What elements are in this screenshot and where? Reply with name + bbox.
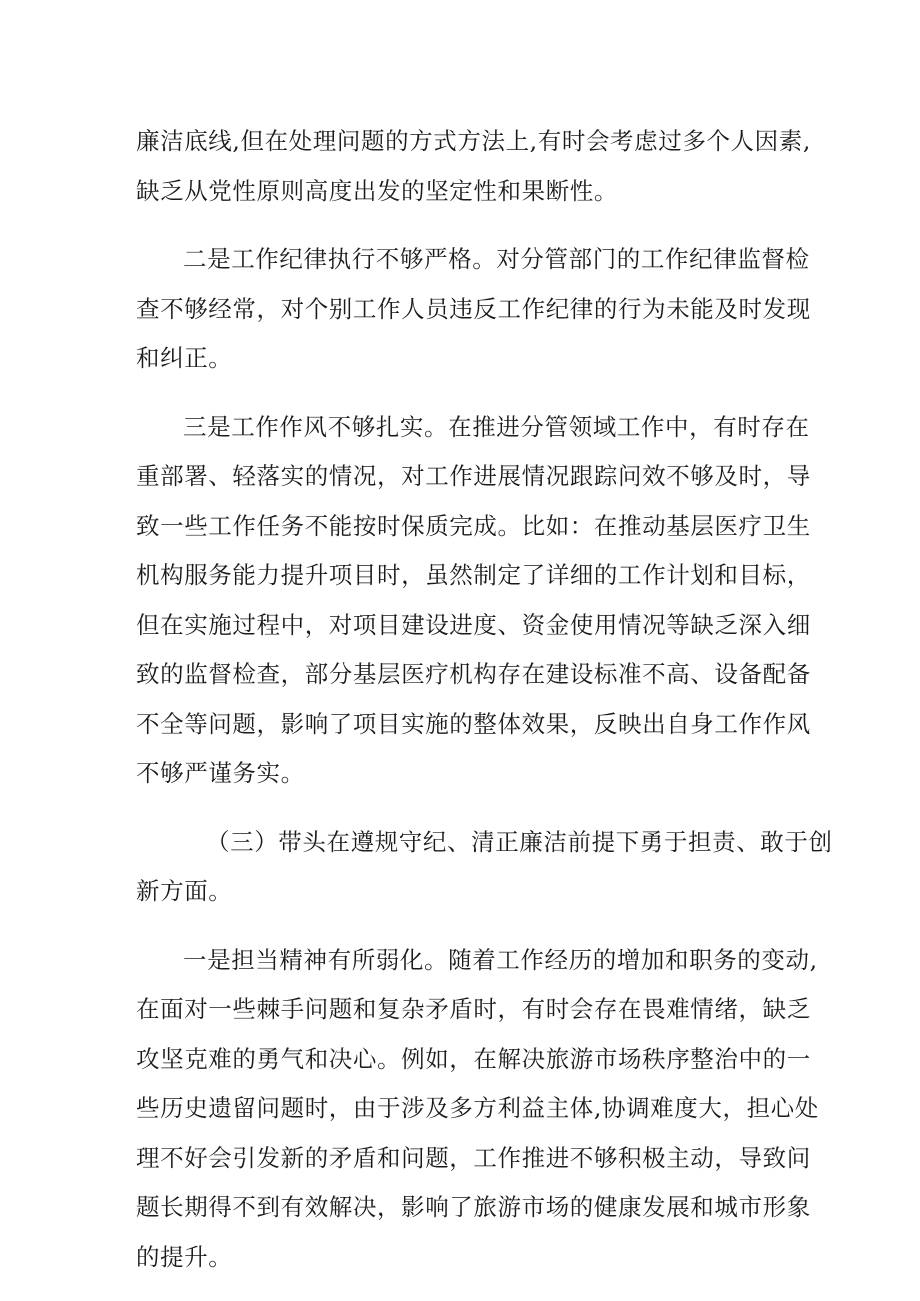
paragraph-responsibility (136, 936, 819, 1283)
text-line: 新方面。 (136, 877, 233, 905)
text-line: 和纠正。 (136, 344, 233, 372)
text-line: （三）带头在遵规守纪、清正廉洁前提下勇于担责、敢于创 (206, 827, 833, 856)
text-line: 机构服务能力提升项目时，虽然制定了详细的工作计划和目标， (136, 561, 811, 589)
text-line: 的提升。 (136, 1242, 233, 1271)
text-line: 些历史遗留问题时，由于涉及多方利益主体,协调难度大，担心处 (136, 1094, 819, 1122)
paragraph-work-discipline (136, 235, 811, 384)
text-line: 二是工作纪律执行不够严格。对分管部门的工作纪律监督检 (183, 245, 810, 273)
text-line: 不够严谨务实。 (136, 759, 305, 787)
text-line: 重部署、轻落实的情况，对工作进展情况跟踪问效不够及时，导 (136, 462, 811, 490)
text-line: 致的监督检查，部分基层医疗机构存在建设标准不高、设备配备 (136, 660, 811, 688)
text-line: 缺乏从党性原则高度出发的坚定性和果断性。 (136, 176, 618, 205)
text-line: 致一些工作任务不能按时保质完成。比如：在推动基层医疗卫生 (136, 511, 811, 540)
text-line: 在面对一些棘手问题和复杂矛盾时，有时会存在畏难情绪，缺乏 (136, 995, 811, 1023)
document-body (136, 117, 833, 1301)
section-heading-three (136, 818, 833, 917)
paragraph-integrity-bottom-line (136, 117, 811, 216)
text-line: 查不够经常，对个别工作人员违反工作纪律的行为未能及时发现 (136, 294, 811, 323)
text-line: 但在实施过程中，对项目建设进度、资金使用情况等缺乏深入细 (136, 610, 811, 639)
text-line: 攻坚克难的勇气和决心。例如，在解决旅游市场秩序整治中的一 (136, 1044, 811, 1073)
text-line: 一是担当精神有所弱化。随着工作经历的增加和职务的变动, (183, 945, 818, 974)
text-line: 题长期得不到有效解决，影响了旅游市场的健康发展和城市形象 (136, 1193, 811, 1221)
text-line: 不全等问题，影响了项目实施的整体效果，反映出自身工作作风 (136, 709, 811, 738)
paragraph-work-style (136, 403, 811, 799)
text-line: 三是工作作风不够扎实。在推进分管领域工作中，有时存在 (183, 412, 810, 441)
text-line: 理不好会引发新的矛盾和问题，工作推进不够积极主动，导致问 (136, 1143, 811, 1172)
text-line: 廉洁底线,但在处理问题的方式方法上,有时会考虑过多个人因素, (136, 127, 811, 155)
